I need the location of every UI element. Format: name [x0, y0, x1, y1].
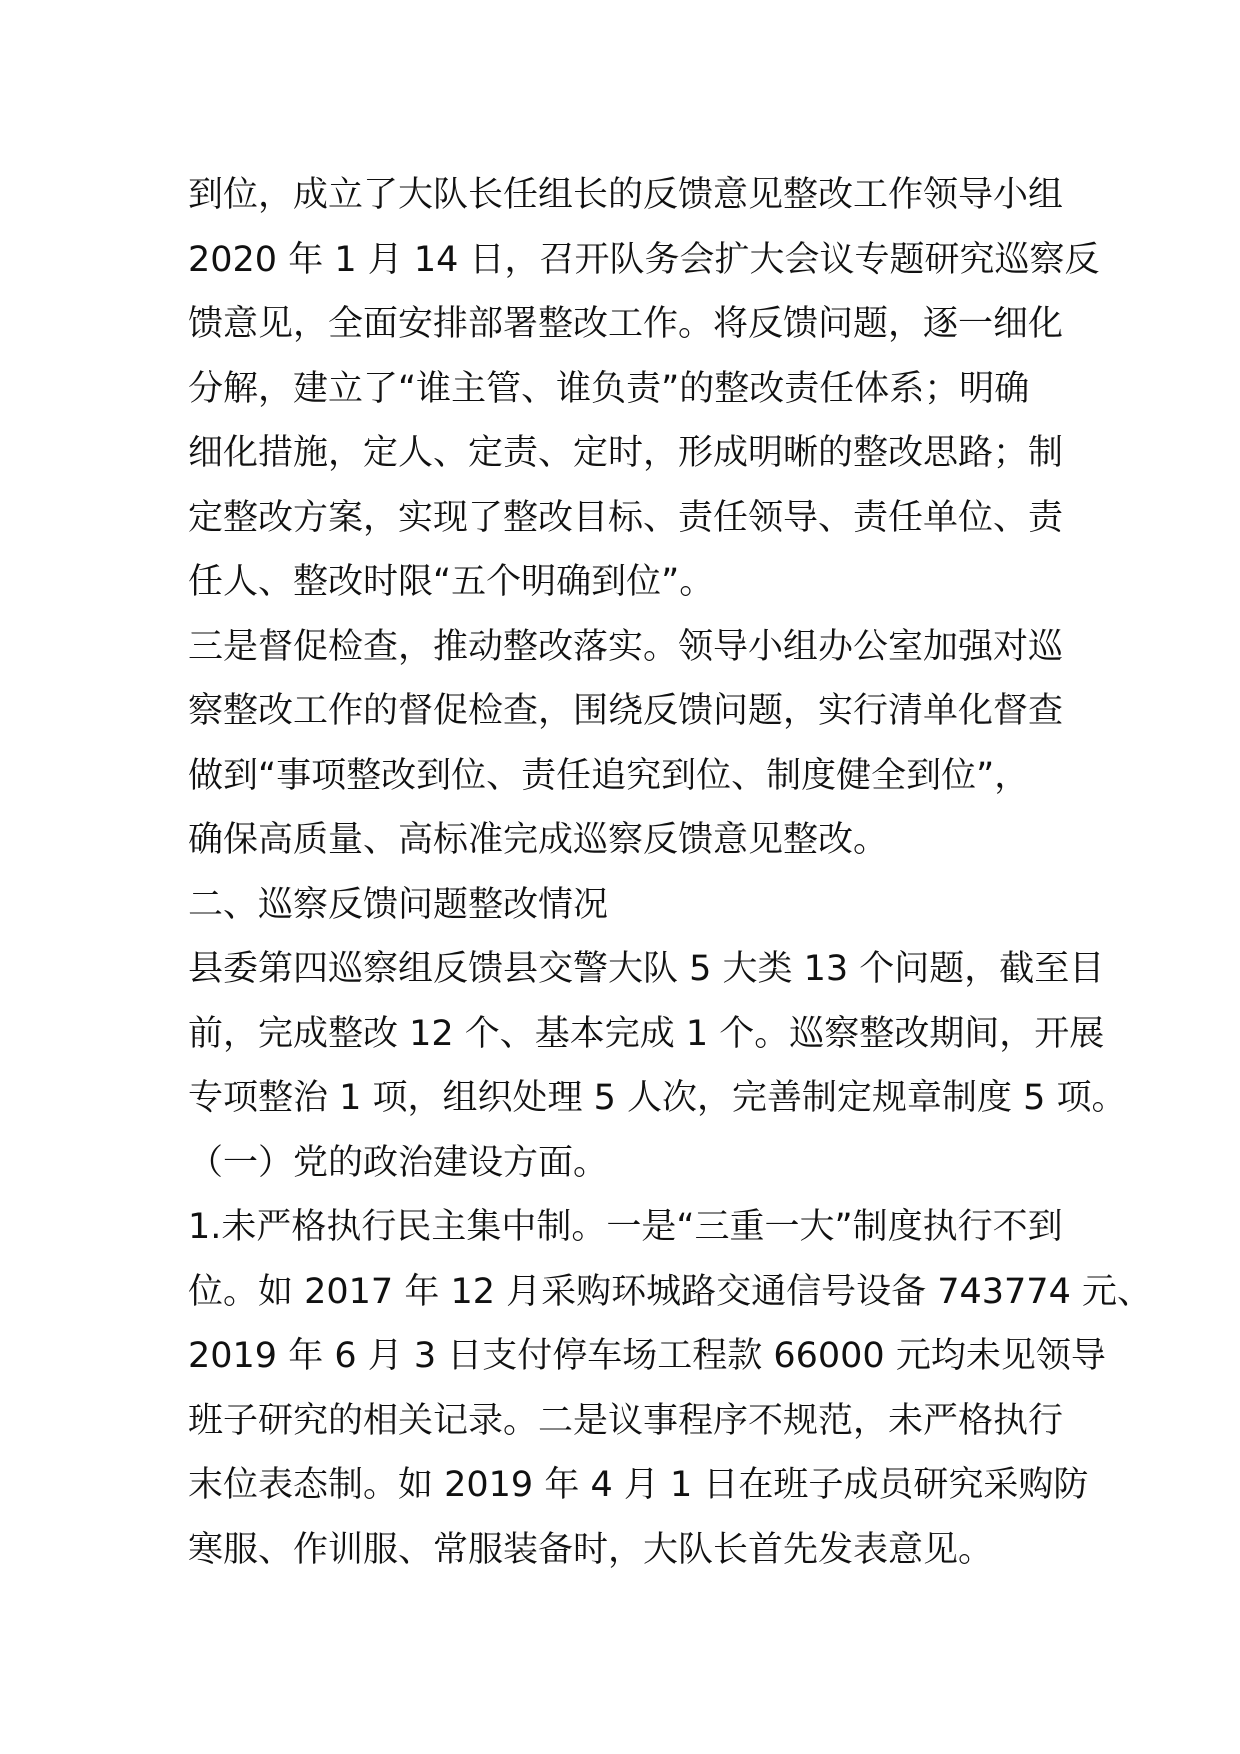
document-body: [188, 163, 1152, 1582]
text-line: 定整改方案，实现了整改目标、责任领导、责任单位、责: [188, 497, 1064, 538]
text-line: 任人、整改时限“五个明确到位”。: [188, 562, 715, 602]
text-line: 察整改工作的督促检查，围绕反馈问题，实行清单化督查: [188, 691, 1064, 731]
paragraph-start-line: 1.未严格执行民主集中制。一是“三重一大”制度执行不到: [188, 1207, 1063, 1247]
text-line: 馈意见，全面安排部署整改工作。将反馈问题，逐一细化: [188, 304, 1064, 344]
text-line: 细化措施，定人、定责、定时，形成明晰的整改思路；制: [188, 433, 1064, 473]
subsection-heading: （一）党的政治建设方面。: [188, 1142, 609, 1183]
text-line: 到位，成立了大队长任组长的反馈意见整改工作领导小组: [188, 175, 1064, 215]
text-line: 分解，建立了“谁主管、谁负责”的整改责任体系；明确: [188, 368, 1030, 409]
text-line: 寒服、作训服、常服装备时，大队长首先发表意见。: [188, 1529, 994, 1570]
paragraph-start-line: 县委第四巡察组反馈县交警大队 5 大类 13 个问题，截至目: [188, 949, 1105, 989]
text-line: 专项整治 1 项，组织处理 5 人次，完善制定规章制度 5 项。: [188, 1078, 1127, 1118]
text-line: 末位表态制。如 2019 年 4 月 1 日在班子成员研究采购防: [188, 1465, 1089, 1505]
text-line: 班子研究的相关记录。二是议事程序不规范，未严格执行: [188, 1400, 1064, 1441]
text-line: 做到“事项整改到位、责任追究到位、制度健全到位”，: [188, 755, 1030, 796]
text-line: 前，完成整改 12 个、基本完成 1 个。巡察整改期间，开展: [188, 1013, 1105, 1054]
text-line: 2020 年 1 月 14 日，召开队务会扩大会议专题研究巡察反: [188, 239, 1100, 280]
paragraph-start-line: 三是督促检查，推动整改落实。领导小组办公室加强对巡: [188, 626, 1064, 667]
text-line: 确保高质量、高标准完成巡察反馈意见整改。: [188, 820, 889, 860]
section-heading: 二、巡察反馈问题整改情况: [188, 884, 609, 925]
text-line: 位。如 2017 年 12 月采购环城路交通信号设备 743774 元、: [188, 1271, 1152, 1312]
text-line: 2019 年 6 月 3 日支付停车场工程款 66000 元均未见领导: [188, 1336, 1106, 1376]
